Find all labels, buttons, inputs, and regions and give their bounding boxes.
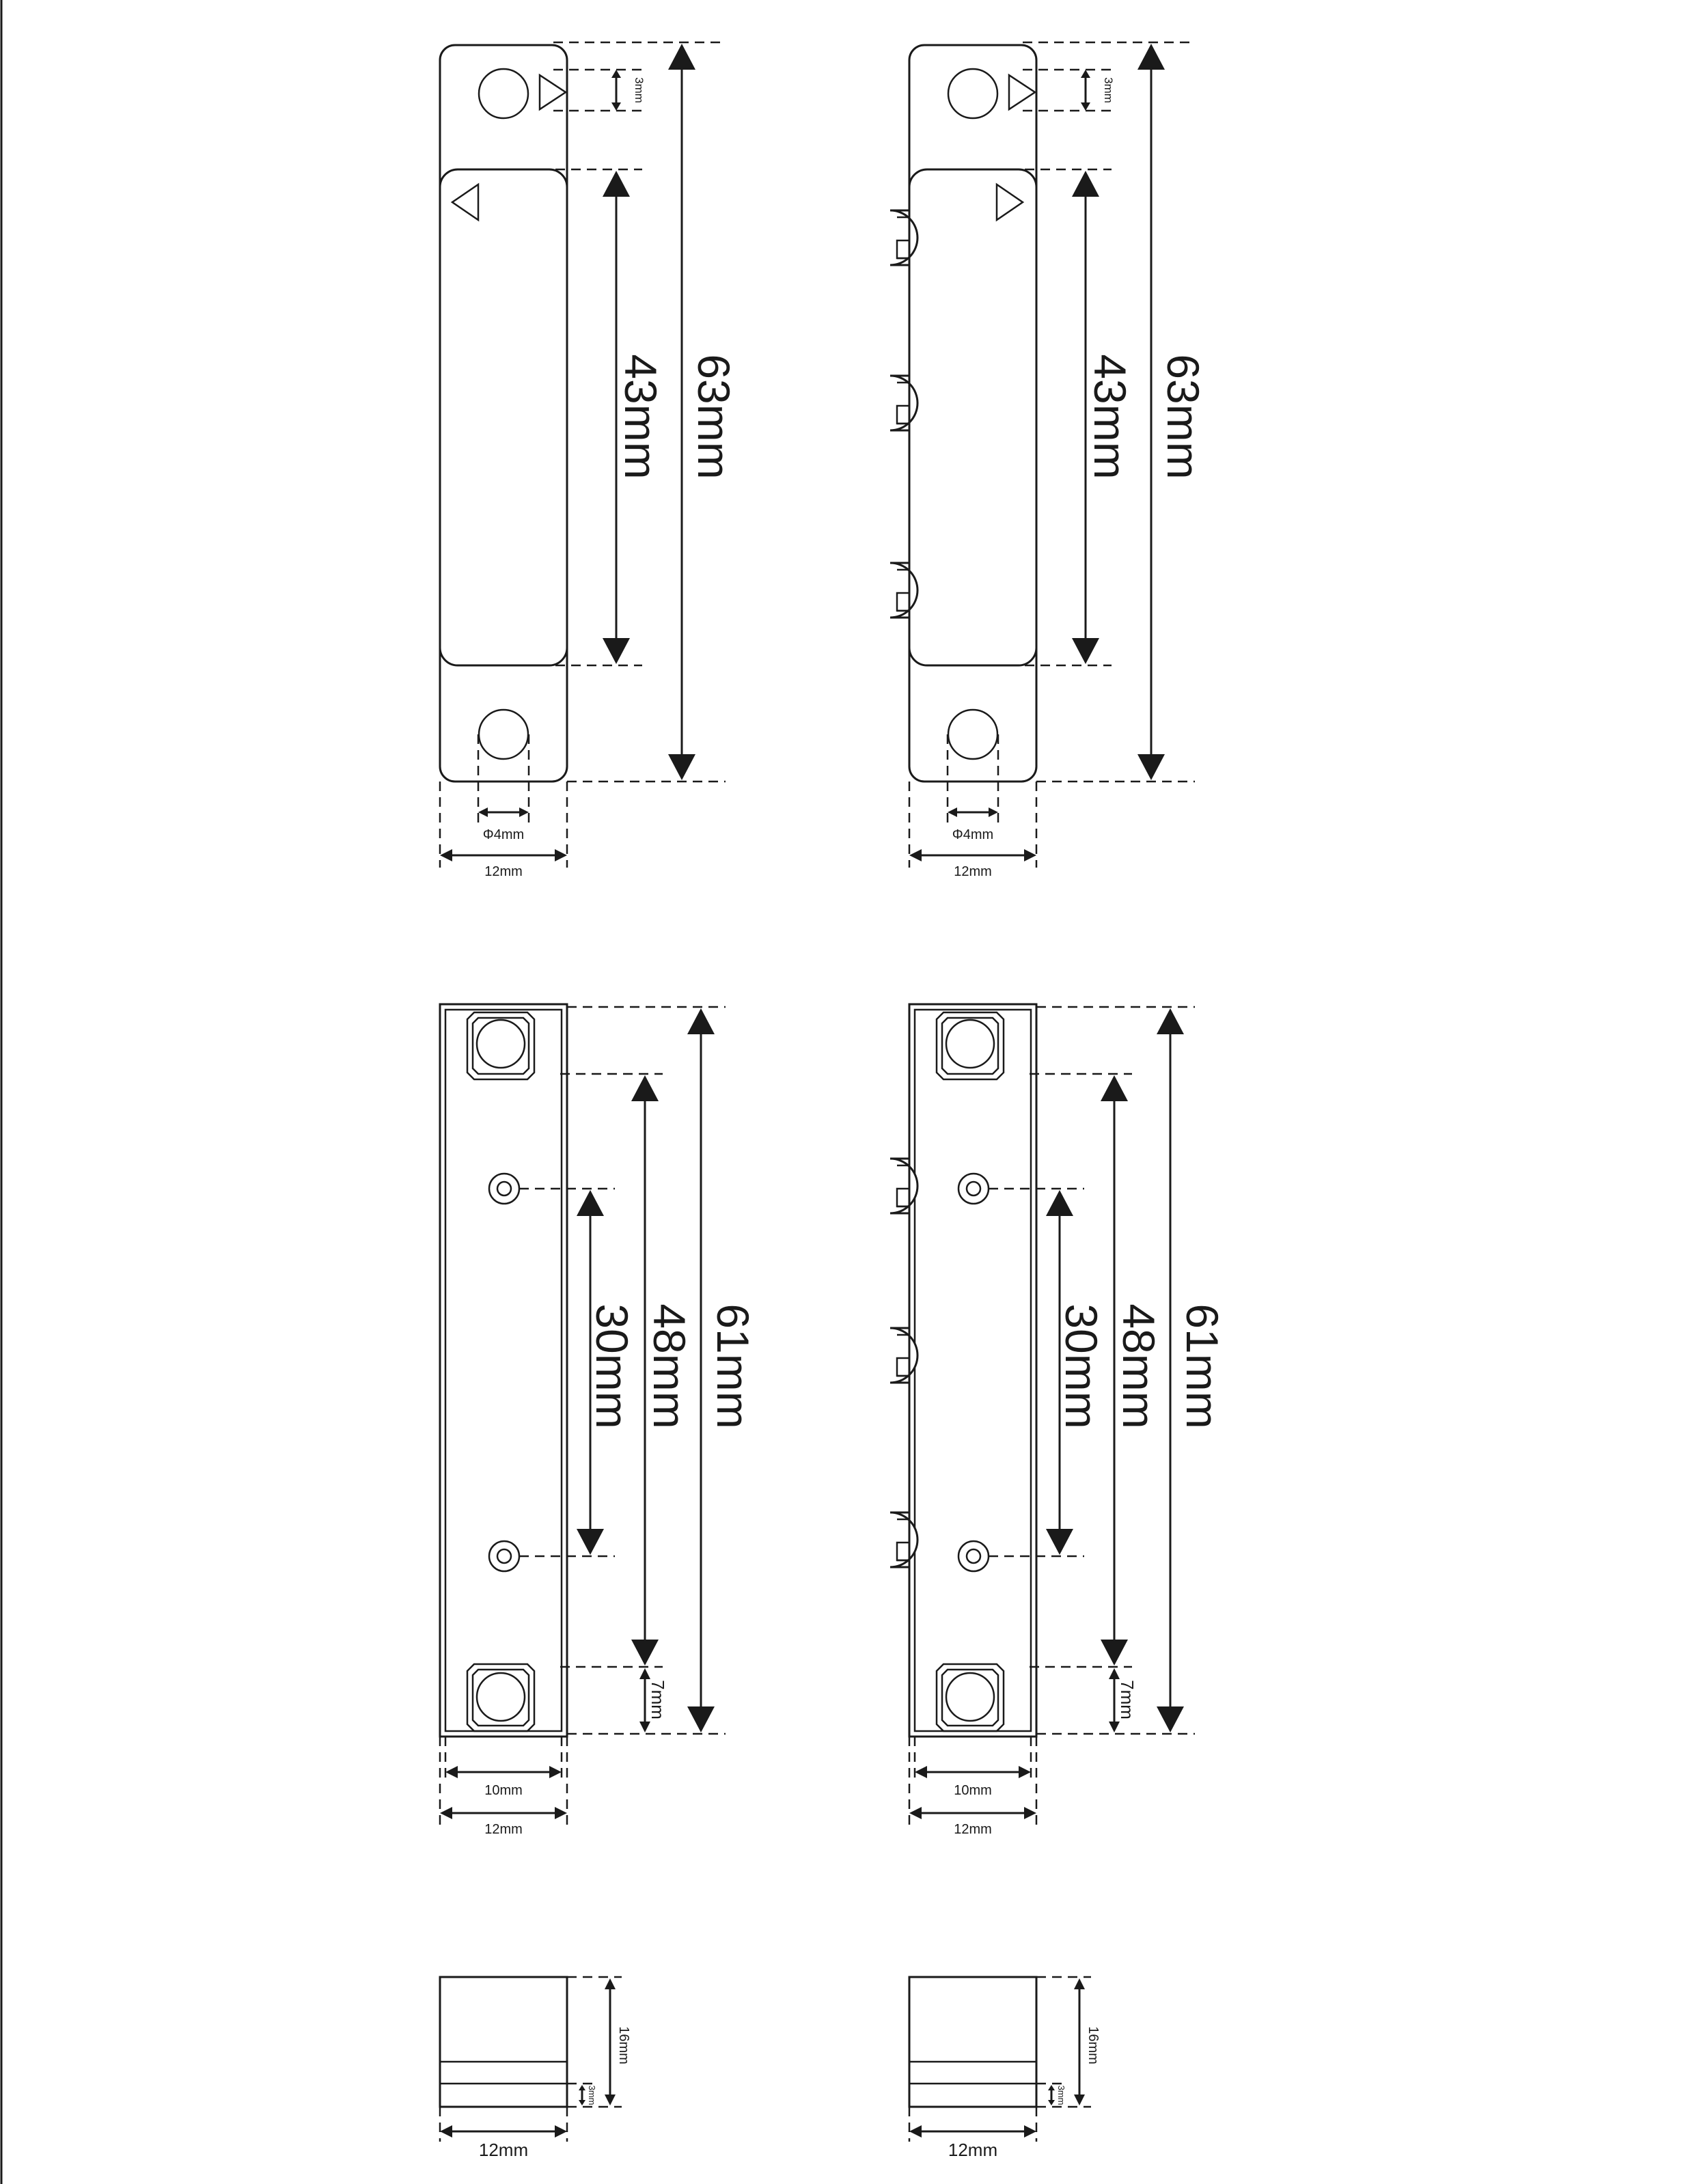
arrow-head xyxy=(1074,2095,1085,2105)
label-width: 12mm xyxy=(484,1822,523,1837)
arrow-head xyxy=(445,1766,458,1778)
arrow-head xyxy=(1046,1190,1073,1216)
arrow-head xyxy=(1046,1529,1073,1555)
arrow-head xyxy=(440,849,452,861)
label-7mm: 7mm xyxy=(1117,1680,1137,1719)
end-body xyxy=(909,1977,1036,2107)
arrow-head xyxy=(1157,1008,1184,1034)
label-width: 12mm xyxy=(478,2140,529,2160)
label-63mm: 63mm xyxy=(689,354,739,480)
arrow-head xyxy=(909,849,922,861)
arrow-head xyxy=(1109,1668,1120,1679)
label-16mm: 16mm xyxy=(616,2026,631,2064)
arrow-head xyxy=(948,807,957,817)
end-body xyxy=(440,1977,567,2107)
arrow-head xyxy=(1048,2085,1055,2090)
label-3mm: 3mm xyxy=(587,2085,597,2105)
label-63mm: 63mm xyxy=(1158,354,1209,480)
arrow-head xyxy=(549,1766,562,1778)
label-hole: Φ4mm xyxy=(952,827,994,842)
arrow-head xyxy=(687,1706,715,1732)
arrow-head xyxy=(1157,1706,1184,1732)
arrow-head xyxy=(639,1668,650,1679)
arrow-head xyxy=(555,2125,567,2138)
arrow-head xyxy=(915,1766,927,1778)
arrow-head xyxy=(579,2100,585,2105)
arrow-head xyxy=(1024,1807,1036,1819)
arrow-head xyxy=(1137,44,1165,70)
arrow-head xyxy=(639,1722,650,1732)
arrow-head xyxy=(555,849,567,861)
arrow-head xyxy=(1081,70,1090,78)
front-view-plain xyxy=(440,42,739,879)
label-48mm: 48mm xyxy=(644,1303,695,1429)
arrow-head xyxy=(603,171,630,197)
arrow-head xyxy=(1074,1978,1085,1989)
label-30mm: 30mm xyxy=(1056,1303,1107,1429)
arrow-head xyxy=(1137,754,1165,780)
label-width: 12mm xyxy=(954,864,992,879)
front-view-tabs xyxy=(890,42,1209,879)
label-3mm: 3mm xyxy=(1056,2085,1066,2105)
arrow-head xyxy=(555,1807,567,1819)
arrow-head xyxy=(605,1978,616,1989)
arrow-head xyxy=(440,2125,452,2138)
label-43mm: 43mm xyxy=(1085,354,1135,480)
arrow-head xyxy=(631,1640,659,1665)
label-width: 12mm xyxy=(484,864,523,879)
end-view-plain xyxy=(440,1977,631,2160)
end-view-tabs xyxy=(909,1977,1101,2160)
label-7mm: 7mm xyxy=(648,1680,668,1719)
label-3mm: 3mm xyxy=(1102,77,1115,103)
arrow-head xyxy=(631,1075,659,1101)
arrow-head xyxy=(909,2125,922,2138)
arrow-head xyxy=(1024,849,1036,861)
arrow-head xyxy=(1109,1722,1120,1732)
arrow-head xyxy=(1019,1766,1031,1778)
arrow-head xyxy=(1072,638,1099,664)
arrow-head xyxy=(577,1529,604,1555)
label-3mm: 3mm xyxy=(633,77,646,103)
arrow-head xyxy=(440,1807,452,1819)
arrow-head xyxy=(1081,102,1090,111)
label-48mm: 48mm xyxy=(1114,1303,1164,1429)
housing-outline xyxy=(909,1004,1036,1737)
label-inner: 10mm xyxy=(484,1783,523,1798)
label-hole: Φ4mm xyxy=(482,827,525,842)
arrow-head xyxy=(579,2085,585,2090)
arrow-head xyxy=(1101,1640,1128,1665)
arrow-head xyxy=(605,2095,616,2105)
arrow-head xyxy=(611,70,621,78)
label-16mm: 16mm xyxy=(1086,2026,1101,2064)
label-43mm: 43mm xyxy=(616,354,666,480)
arrow-head xyxy=(668,754,695,780)
arrow-head xyxy=(577,1190,604,1216)
arrow-head xyxy=(1024,2125,1036,2138)
arrow-head xyxy=(1048,2100,1055,2105)
label-width: 12mm xyxy=(948,2140,998,2160)
label-61mm: 61mm xyxy=(708,1303,758,1429)
back-view-plain xyxy=(440,1004,758,1837)
arrow-head xyxy=(989,807,998,817)
label-inner: 10mm xyxy=(954,1783,992,1798)
arrow-head xyxy=(909,1807,922,1819)
cover-plate xyxy=(440,169,567,665)
arrow-head xyxy=(668,44,695,70)
arrow-head xyxy=(519,807,529,817)
housing-outline xyxy=(440,1004,567,1737)
cover-plate xyxy=(909,169,1036,665)
arrow-head xyxy=(687,1008,715,1034)
arrow-head xyxy=(1101,1075,1128,1101)
arrow-head xyxy=(611,102,621,111)
arrow-head xyxy=(478,807,488,817)
arrow-head xyxy=(603,638,630,664)
back-view-tabs xyxy=(890,1004,1228,1837)
label-width: 12mm xyxy=(954,1822,992,1837)
label-30mm: 30mm xyxy=(587,1303,637,1429)
label-61mm: 61mm xyxy=(1177,1303,1228,1429)
arrow-head xyxy=(1072,171,1099,197)
